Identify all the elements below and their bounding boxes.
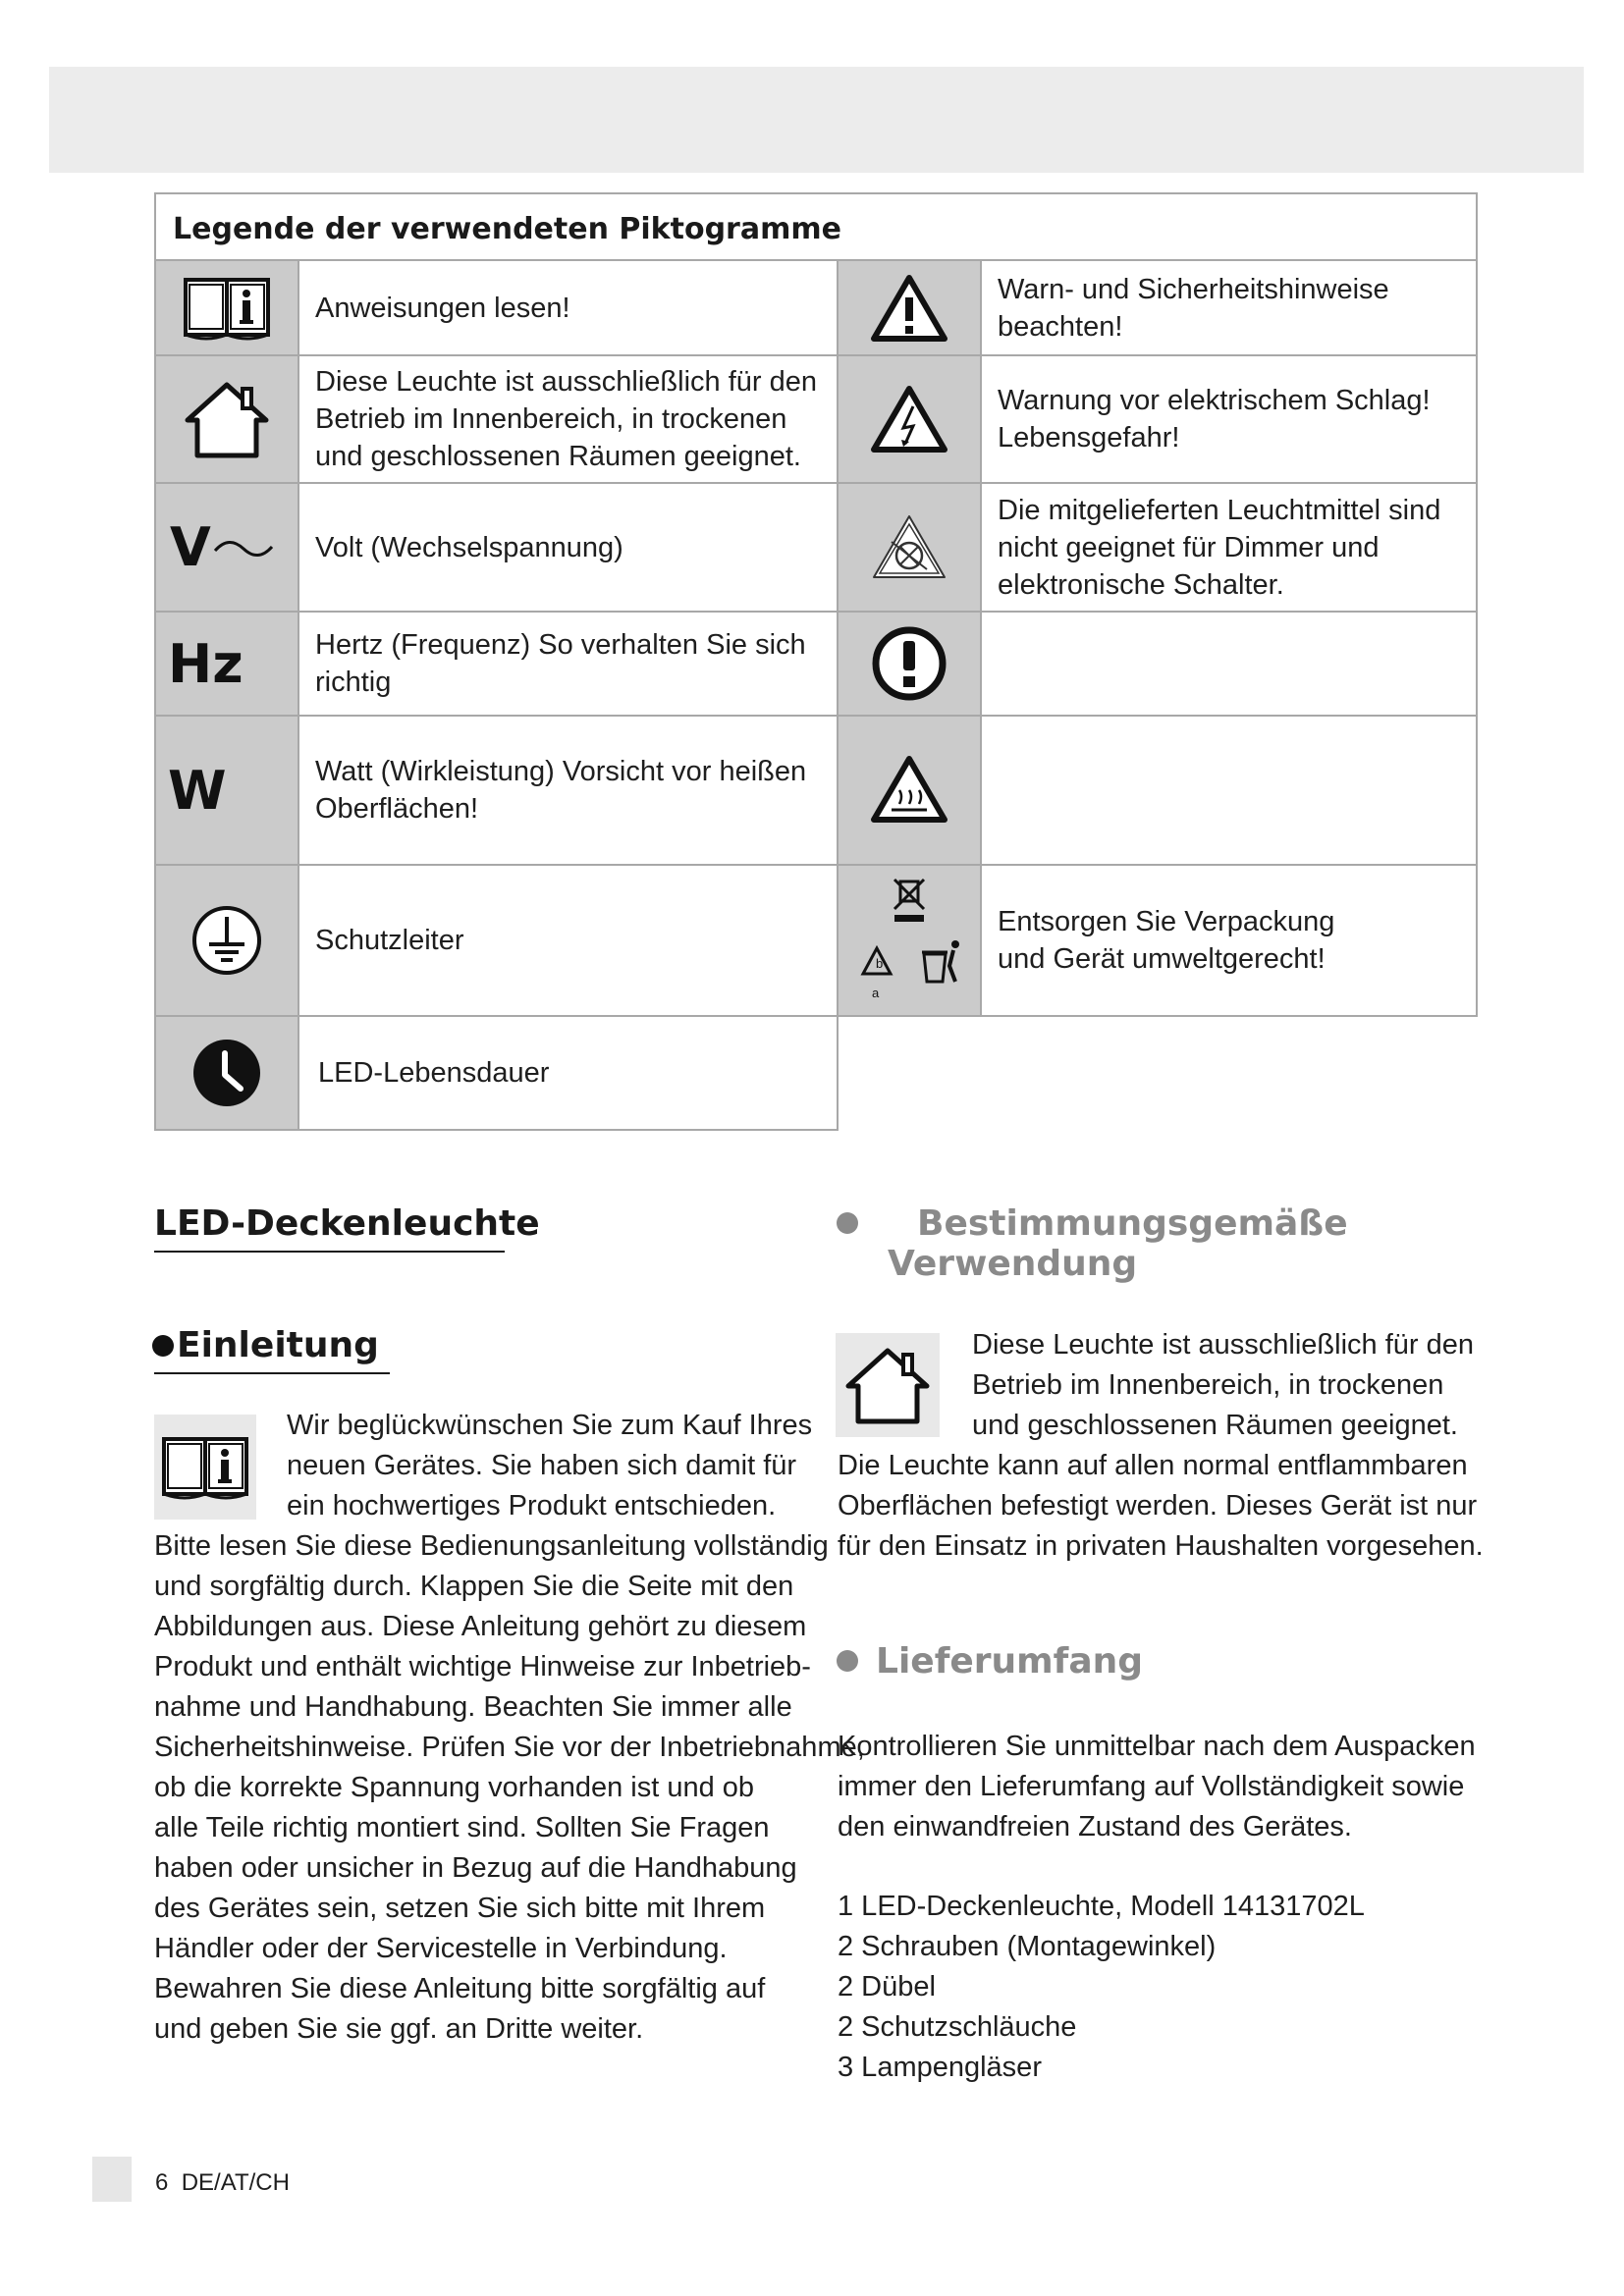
footer-marker [92,2157,132,2202]
legend-text-safety-notes: Warn- und Sicherheitshinweise beachten! [980,259,1478,356]
warning-triangle-icon [837,259,982,356]
legend-text-volt: Volt (Wechselspannung) [298,482,839,613]
watt-icon: W [154,715,299,866]
legend-text-indoor-use: Diese Leuchte ist ausschließlich für den Betrieb im Innenbereich, in trockenen und geschlossenen Räumen geeignet. [298,354,839,484]
intended-use-heading-line1: Bestimmungsgemäße [917,1203,1348,1244]
intro-lead-text: Wir beglückwünschen Sie zum Kauf Ihres neuen Gerätes. Sie haben sich damit für ein hochwertiges Produkt entschieden. [287,1410,813,1522]
page-footer [155,2169,290,2197]
page-number: 6 [155,2169,169,2196]
intro-body-text: Bitte lesen Sie diese Bedienungsanleitung vollständig und sorgfältig durch. Klappen Sie die Seite mit den Abbildungen aus. Diese Anleitung gehört zu diesem Produkt und enthält wichtige Hinweise zur Inbetrieb- nahme und Handhabung. Beachten Sie immer alle Sicherheitshinweise. Prüfen Sie vor der Inbetriebnahme, ob die korrekte Spannung vorhanden ist und ob alle Teile richtig montiert sind. Sollten Sie Fragen haben oder unsicher in Bezug auf die Handhabung des Gerätes sein, setzen Sie sich bitte mit Ihrem Händler oder der Servicestelle in Verbindung. Bewahren Sie diese Anleitung bitte sorgfältig auf und geben Sie sie ggf. an Dritte weiter. [154,1530,865,2045]
legend-text-hertz: Hertz (Frequenz) So verhalten Sie sich richtig [298,611,839,717]
legend-text-no-dimmer: Die mitgelieferten Leuchtmittel sind nicht geeignet für Dimmer und elektronische Schalter. [980,482,1478,613]
scope-text: Kontrollieren Sie unmittelbar nach dem Auspacken immer den Lieferumfang auf Vollständigkeit sowie den einwandfreien Zustand des Gerätes. [838,1731,1476,1842]
hertz-icon: Hz [154,611,299,717]
house-icon [154,354,299,484]
no-dimmer-icon [837,482,982,613]
legend-text-empty-1 [980,611,1478,717]
protective-earth-icon [154,864,299,1017]
scope-heading: Lieferumfang [876,1641,1144,1682]
list-item: 1 LED-Deckenleuchte, Modell 14131702L [838,1891,1365,1922]
legend-text-electric-shock: Warnung vor elektrischem Schlag! Lebensgefahr! [980,354,1478,484]
house-icon [836,1333,940,1437]
bullet-icon [837,1650,858,1672]
list-item: 2 Schrauben (Montagewinkel) [838,1931,1217,1962]
list-item: 2 Schutzschläuche [838,2011,1077,2043]
exclamation-circle-icon [837,611,982,717]
region-label: DE/AT/CH [181,2169,290,2196]
pictogram-legend-table [154,192,1478,1131]
book-info-icon [154,259,299,356]
product-title-underline [154,1251,505,1253]
legend-text-disposal: Entsorgen Sie Verpackung und Gerät umweltgerecht! [980,864,1478,1017]
product-title: LED-Deckenleuchte [154,1203,540,1244]
bullet-icon [837,1212,858,1234]
intro-heading-underline [154,1372,390,1374]
hot-surface-icon [837,715,982,866]
electric-shock-icon [837,354,982,484]
legend-title-row [154,192,1478,261]
intended-use-body-text: Die Leuchte kann auf allen normal entflammbaren Oberflächen befestigt werden. Dieses Gerät ist nur für den Einsatz in privaten Haushalten vorgesehen. [838,1450,1484,1562]
list-item: 3 Lampengläser [838,2052,1042,2083]
book-info-icon [154,1415,256,1520]
intended-use-lead-text: Diese Leuchte ist ausschließlich für den Betrieb im Innenbereich, in trockenen und geschlossenen Räumen geeignet. [972,1329,1474,1441]
legend-title: Legende der verwendeten Piktogramme [173,212,841,246]
list-item: 2 Dübel [838,1971,936,2002]
legend-text-read-instructions: Anweisungen lesen! [298,259,839,356]
legend-text-protective-earth: Schutzleiter [298,864,839,1017]
clock-icon [154,1015,299,1131]
volt-ac-icon: V [154,482,299,613]
legend-text-watt: Watt (Wirkleistung) Vorsicht vor heißen Oberflächen! [298,715,839,866]
bullet-icon [152,1335,174,1357]
intended-use-heading-line2: Verwendung [888,1244,1138,1284]
scope-list [838,1887,1365,2088]
intro-heading: Einleitung [177,1325,379,1365]
top-header-bar [49,67,1584,173]
legend-text-led-lifetime: LED-Lebensdauer [298,1015,839,1131]
disposal-icon: b a [837,864,982,1017]
legend-text-empty-2 [980,715,1478,866]
